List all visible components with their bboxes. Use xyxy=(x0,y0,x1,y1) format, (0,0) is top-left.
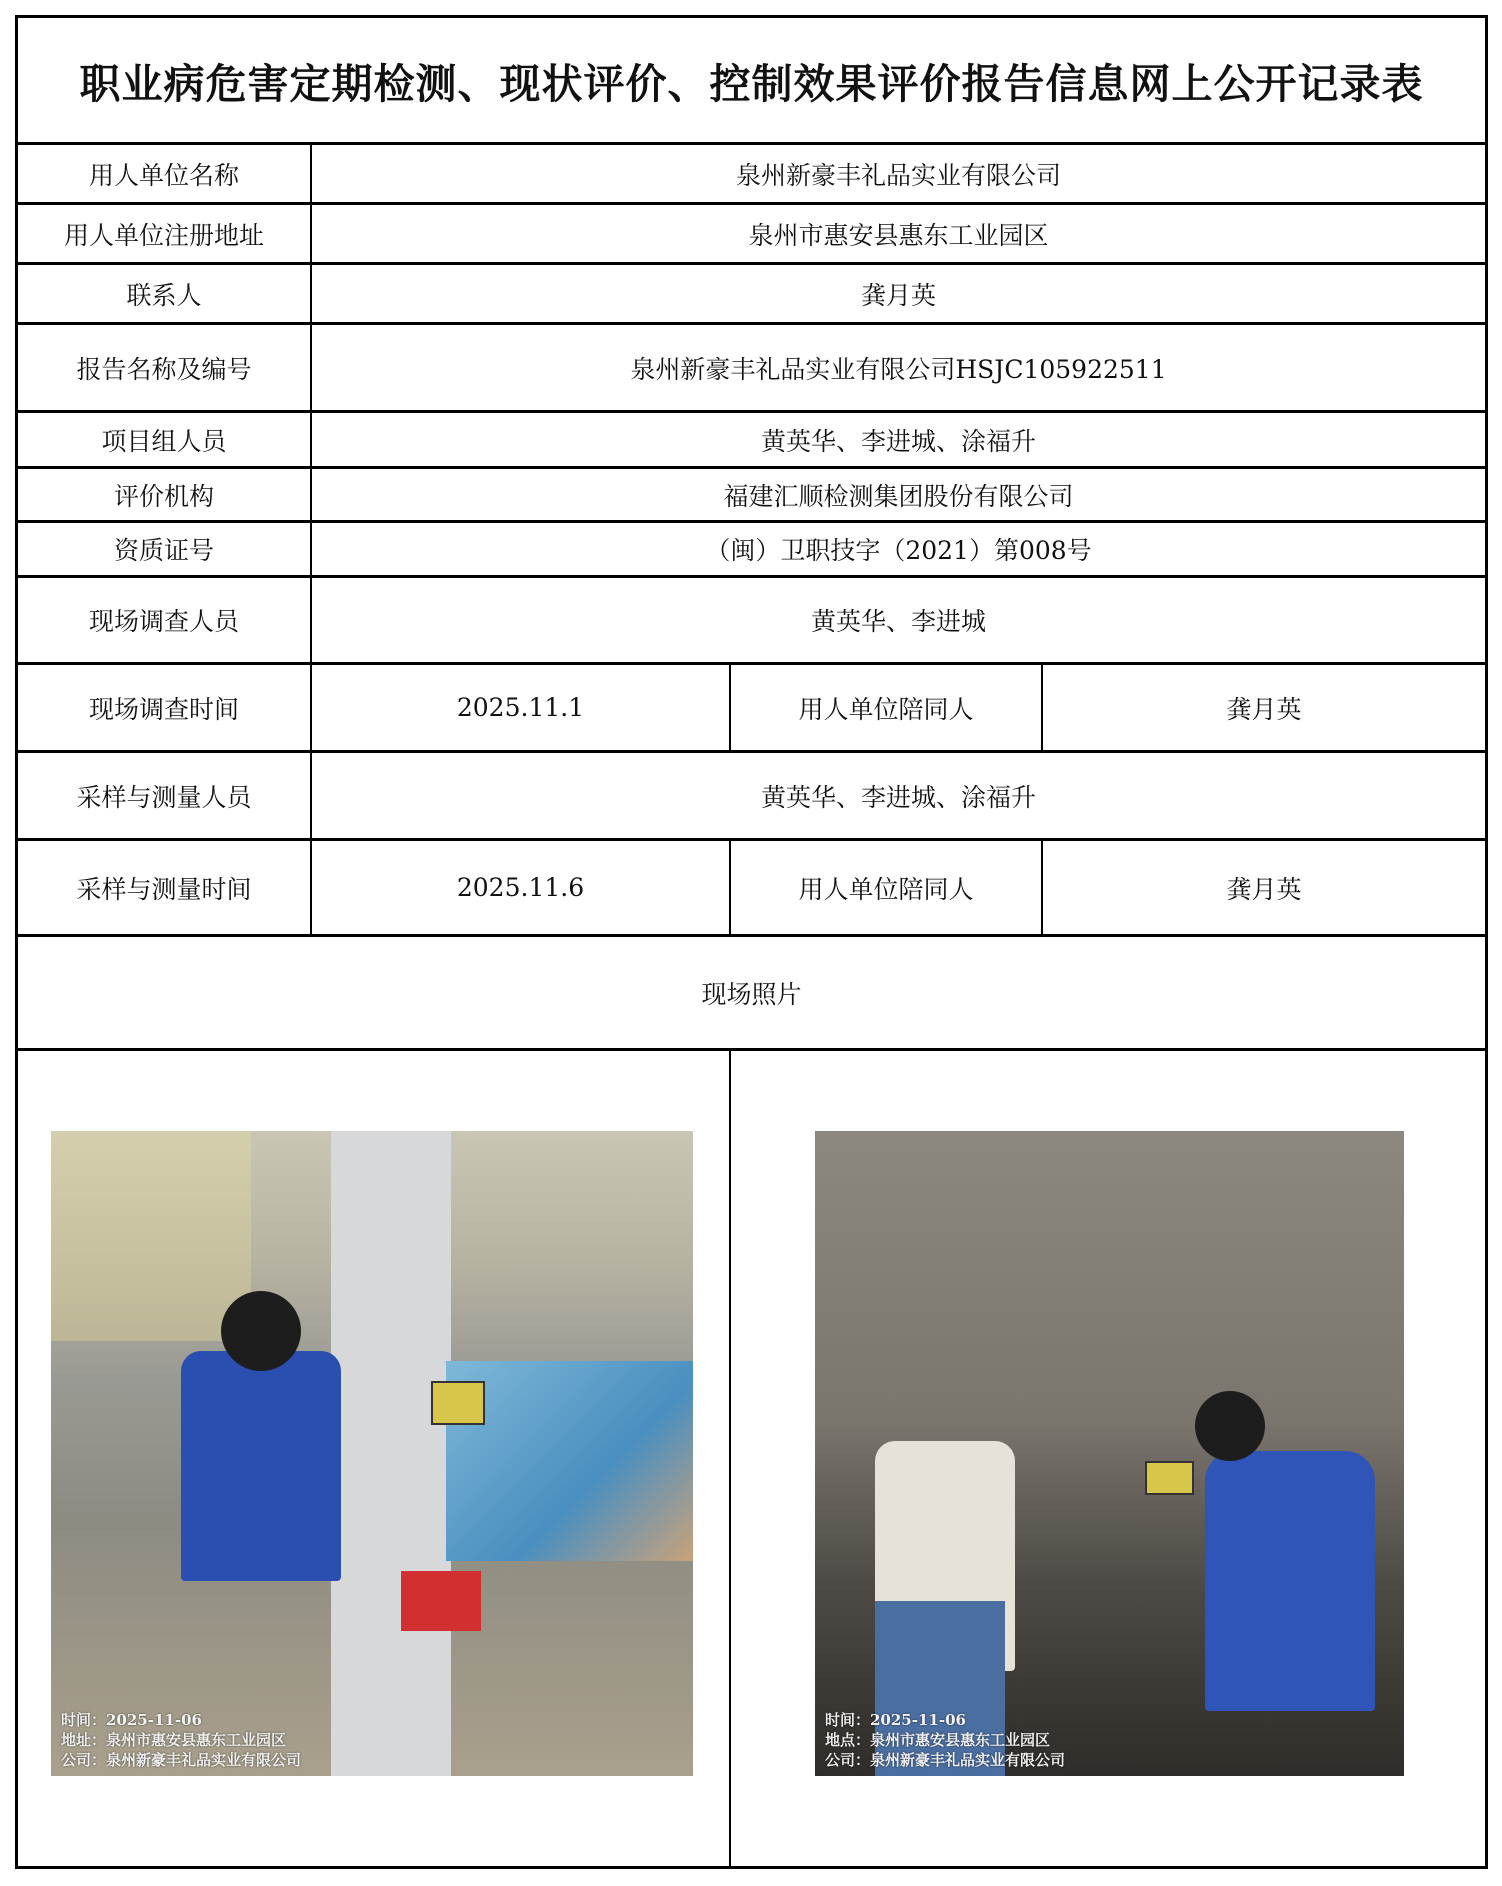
photo-1-caption xyxy=(61,1710,301,1770)
label-survey-time: 现场调查时间 xyxy=(88,694,239,724)
value-sampling-companion: 龚月英 xyxy=(1041,841,1485,934)
label-survey-staff: 现场调查人员 xyxy=(88,607,239,636)
value-employer-name: 泉州新豪丰礼品实业有限公司 xyxy=(310,145,1485,202)
table-row xyxy=(18,662,1485,750)
worker-vest xyxy=(1205,1451,1375,1711)
value-survey-companion: 龚月英 xyxy=(1041,665,1485,750)
photos-row xyxy=(18,1048,1485,1866)
worker-head xyxy=(1195,1391,1265,1461)
value-sampling-time: 2025.11.6 xyxy=(310,841,729,934)
site-photo-2 xyxy=(815,1131,1404,1776)
table-row xyxy=(18,142,1485,202)
value-survey-staff: 黄英华、李进城 xyxy=(310,578,1485,662)
pillar xyxy=(331,1131,451,1776)
site-photo-1 xyxy=(51,1131,693,1776)
label-project-team: 项目组人员 xyxy=(101,426,227,456)
label-employer-name: 用人单位名称 xyxy=(88,160,239,190)
label-registered-address: 用人单位注册地址 xyxy=(63,220,264,250)
label-sampling-companion: 用人单位陪同人 xyxy=(729,841,1041,934)
sampling-device xyxy=(1145,1461,1194,1495)
photos-header-row xyxy=(18,934,1485,1048)
value-report-name: 泉州新豪丰礼品实业有限公司HSJC105922511 xyxy=(310,325,1485,410)
label-sampling-time: 采样与测量时间 xyxy=(76,874,252,904)
sampling-device xyxy=(431,1381,485,1425)
table-row xyxy=(18,838,1485,934)
table-row xyxy=(18,202,1485,262)
table-row xyxy=(18,466,1485,520)
window-area xyxy=(51,1131,251,1341)
caption-company: 公司：泉州新豪丰礼品实业有限公司 xyxy=(61,1751,302,1769)
caption-company: 公司：泉州新豪丰礼品实业有限公司 xyxy=(825,1751,1066,1769)
photos-header: 现场照片 xyxy=(701,979,802,1009)
worker-vest xyxy=(181,1351,341,1581)
caption-time: 时间：2025-11-06 xyxy=(825,1711,966,1729)
table-row xyxy=(18,520,1485,575)
caption-location: 地点：泉州市惠安县惠东工业园区 xyxy=(825,1731,1051,1749)
value-registered-address: 泉州市惠安县惠东工业园区 xyxy=(310,205,1485,262)
table-row xyxy=(18,750,1485,838)
label-certificate-no: 资质证号 xyxy=(113,536,214,565)
table-row xyxy=(18,262,1485,322)
photo-cell-left xyxy=(18,1051,729,1866)
record-table xyxy=(15,15,1488,1869)
worker-head xyxy=(221,1291,301,1371)
label-survey-companion: 用人单位陪同人 xyxy=(729,665,1041,750)
caption-address: 地址：泉州市惠安县惠东工业园区 xyxy=(61,1731,287,1749)
value-evaluation-agency: 福建汇顺检测集团股份有限公司 xyxy=(310,469,1485,520)
label-sampling-staff: 采样与测量人员 xyxy=(76,782,252,812)
photo-2-caption xyxy=(825,1710,1065,1770)
title-row xyxy=(18,18,1485,142)
red-stool xyxy=(401,1571,481,1631)
value-project-team: 黄英华、李进城、涂福升 xyxy=(310,413,1485,466)
value-sampling-staff: 黄英华、李进城、涂福升 xyxy=(310,753,1485,838)
caption-time: 时间：2025-11-06 xyxy=(61,1711,202,1729)
table-row xyxy=(18,322,1485,410)
document-title: 职业病危害定期检测、现状评价、控制效果评价报告信息网上公开记录表 xyxy=(79,59,1424,108)
label-evaluation-agency: 评价机构 xyxy=(113,481,214,511)
photo-cell-right xyxy=(729,1051,1485,1866)
label-contact: 联系人 xyxy=(126,280,202,310)
table-row xyxy=(18,575,1485,662)
label-report-name: 报告名称及编号 xyxy=(76,354,252,384)
table-row xyxy=(18,410,1485,466)
value-certificate-no: （闽）卫职技字（2021）第008号 xyxy=(310,523,1485,575)
value-survey-time: 2025.11.1 xyxy=(310,665,729,750)
value-contact: 龚月英 xyxy=(310,265,1485,322)
